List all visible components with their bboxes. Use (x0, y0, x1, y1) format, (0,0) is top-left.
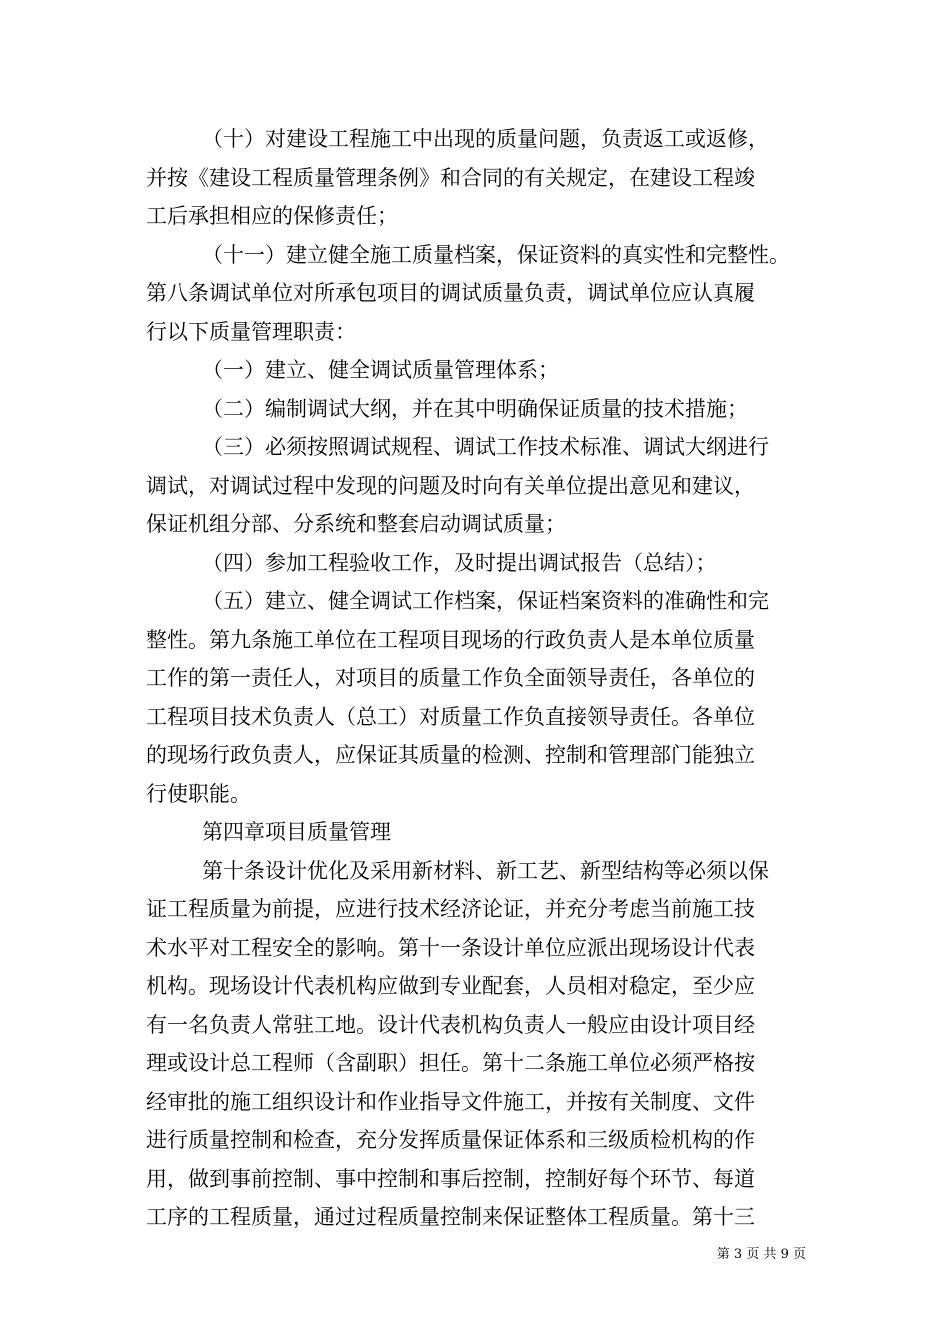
paragraph-line: （四）参加工程验收工作，及时提出调试报告（总结）； (202, 550, 717, 575)
paragraph-line: 并按《建设工程质量管理条例》和合同的有关规定，在建设工程竣 (146, 165, 755, 190)
paragraph-line: 行以下质量管理职责： (146, 319, 356, 344)
paragraph-line: 调试，对调试过程中发现的问题及时向有关单位提出意见和建议， (146, 473, 755, 498)
paragraph-line: 的现场行政负责人，应保证其质量的检测、控制和管理部门能独立 (146, 743, 755, 767)
paragraph-line: 理或设计总工程师（含副职）担任。第十二条施工单位必须严格按 (146, 1051, 755, 1075)
paragraph-line: 机构。现场设计代表机构应做到专业配套，人员相对稳定，至少应 (146, 974, 755, 998)
paragraph-line: 行使职能。 (146, 781, 251, 806)
paragraph-line: 工序的工程质量，通过过程质量控制来保证整体工程质量。第十三 (146, 1205, 755, 1229)
paragraph-line: （十）对建设工程施工中出现的质量问题，负责返工或返修， (202, 127, 769, 151)
paragraph-line: 经审批的施工组织设计和作业指导文件施工，并按有关制度、文件 (146, 1089, 755, 1114)
paragraph-line: 术水平对工程安全的影响。第十一条设计单位应派出现场设计代表 (146, 935, 755, 960)
paragraph-line: 工作的第一责任人，对项目的质量工作负全面领导责任，各单位的 (146, 666, 755, 690)
paragraph-line: 保证机组分部、分系统和整套启动调试质量； (146, 512, 566, 536)
paragraph-line: 工程项目技术负责人（总工）对质量工作负直接领导责任。各单位 (146, 704, 755, 729)
paragraph-line: 第十条设计优化及采用新材料、新工艺、新型结构等必须以保 (202, 858, 769, 883)
paragraph-line: 证工程质量为前提，应进行技术经济论证，并充分考虑当前施工技 (146, 897, 755, 921)
chapter-heading: 第四章项目质量管理 (202, 820, 391, 844)
page-number: 第 3 页 共 9 页 (716, 1247, 806, 1262)
paragraph-line: 有一名负责人常驻工地。设计代表机构负责人一般应由设计项目经 (146, 1012, 755, 1037)
paragraph-line: 工后承担相应的保修责任； (146, 204, 398, 228)
paragraph-line: （二）编制调试大纲，并在其中明确保证质量的技术措施； (202, 396, 748, 421)
paragraph-line: 用，做到事前控制、事中控制和事后控制，控制好每个环节、每道 (146, 1166, 755, 1191)
paragraph-line: （十一）建立健全施工质量档案，保证资料的真实性和完整性。 (202, 242, 790, 267)
paragraph-line: 第八条调试单位对所承包项目的调试质量负责，调试单位应认真履 (146, 281, 755, 305)
body-text (146, 120, 810, 1237)
paragraph-line: （五）建立、健全调试工作档案，保证档案资料的准确性和完 (202, 589, 769, 613)
paragraph-line: 进行质量控制和检查，充分发挥质量保证体系和三级质检机构的作 (146, 1128, 755, 1152)
paragraph-line: （三）必须按照调试规程、调试工作技术标准、调试大纲进行 (202, 435, 769, 459)
paragraph-line: 整性。第九条施工单位在工程项目现场的行政负责人是本单位质量 (146, 627, 755, 652)
paragraph-line: （一）建立、健全调试质量管理体系； (202, 358, 559, 382)
